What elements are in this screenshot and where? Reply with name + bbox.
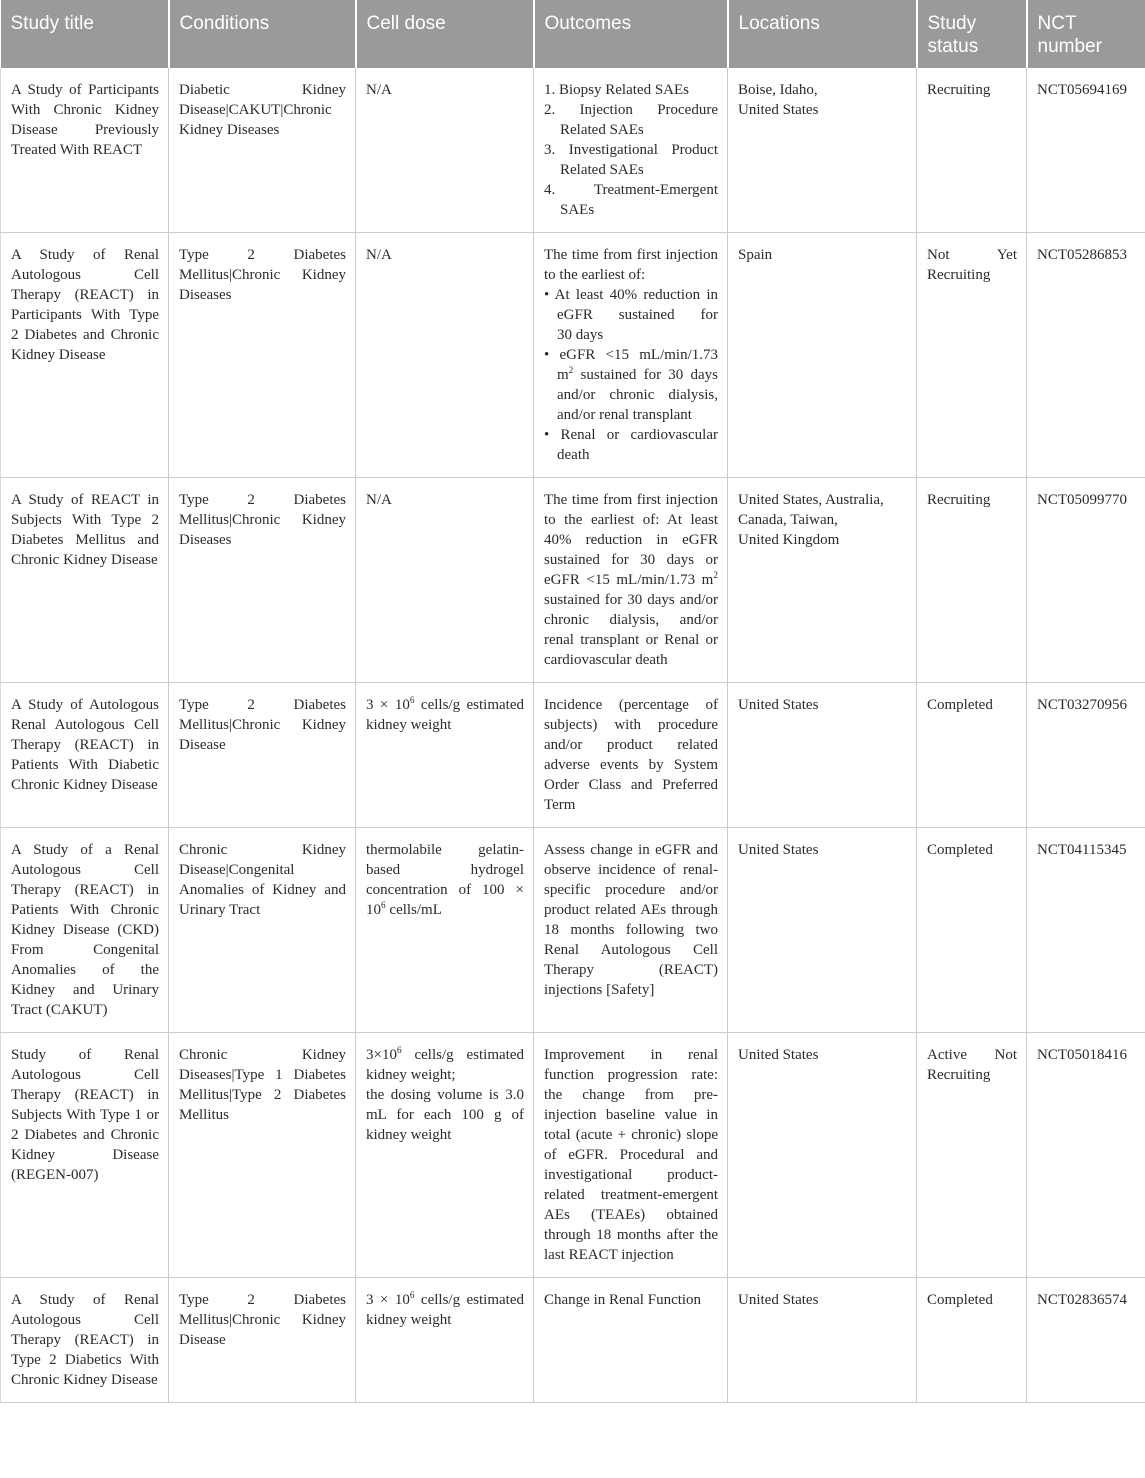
col-header-study-title: Study title <box>1 0 169 68</box>
cell-outcomes: Assess change in eGFR and observe incidence of renal-specific procedure and/or product related AEs through 18 months following two Renal Autologous Cell Therapy (REACT) injections [Safety] <box>534 828 728 1033</box>
cell-cell-dose: N/A <box>356 233 534 478</box>
table-row <box>1 68 1145 233</box>
outcome-item: 2. Injection Procedure Related SAEs <box>544 102 718 138</box>
cell-conditions: Diabetic Kidney Disease|CAKUT|Chronic Kidney Diseases <box>169 68 356 233</box>
cell-nct-number: NCT05694169 <box>1027 68 1145 233</box>
header-row <box>1 0 1145 68</box>
cell-nct-number: NCT03270956 <box>1027 683 1145 828</box>
outcome-item: • eGFR <15 mL/min/1.73 $m^2$ sustained for 30 days and/or chronic dialysis, and/or renal transplant <box>544 347 718 423</box>
cell-study-status: Not Yet Recruiting <box>917 233 1027 478</box>
cell-outcomes: Incidence (percentage of subjects) with procedure and/or product related adverse events by System Order Class and Preferred Term <box>534 683 728 828</box>
cell-cell-dose: thermolabile gelatin-based hydrogel concentration of $100 \times 10^6$ cells/mL <box>356 828 534 1033</box>
cell-outcomes <box>534 233 728 478</box>
col-header-outcomes: Outcomes <box>534 0 728 68</box>
cell-study-status: Active Not Recruiting <box>917 1033 1027 1278</box>
table-row <box>1 1278 1145 1403</box>
table-row <box>1 683 1145 828</box>
cell-outcomes <box>534 68 728 233</box>
col-header-locations: Locations <box>728 0 917 68</box>
cell-locations: United States <box>728 1033 917 1278</box>
cell-nct-number: NCT02836574 <box>1027 1278 1145 1403</box>
table-row <box>1 828 1145 1033</box>
cell-study-status: Completed <box>917 683 1027 828</box>
cell-cell-dose: N/A <box>356 478 534 683</box>
cell-study-title: A Study of Autologous Renal Autologous Cell Therapy (REACT) in Patients With Diabetic Chronic Kidney Disease <box>1 683 169 828</box>
cell-locations: Spain <box>728 233 917 478</box>
cell-study-title: A Study of REACT in Subjects With Type 2 Diabetes Mellitus and Chronic Kidney Disease <box>1 478 169 683</box>
cell-outcomes: The time from first injection to the earliest of: At least 40% reduction in eGFR sustained for 30 days or eGFR <15 mL/min/1.73 $m^2$ sustained for 30 days and/or chronic dialysis, and/or renal transplant or Renal or cardiovascular death <box>534 478 728 683</box>
cell-locations: Boise, Idaho, United States <box>728 68 917 233</box>
cell-nct-number: NCT05286853 <box>1027 233 1145 478</box>
cell-nct-number: NCT05018416 <box>1027 1033 1145 1278</box>
cell-conditions: Type 2 Diabetes Mellitus|Chronic Kidney Disease <box>169 1278 356 1403</box>
cell-cell-dose: $3\times 10^6$ cells/g estimated kidney weight; the dosing volume is 3.0 mL for each 100 g of kidney weight <box>356 1033 534 1278</box>
outcome-item: 1. Biopsy Related SAEs <box>544 82 689 98</box>
cell-study-title: Study of Renal Autologous Cell Therapy (REACT) in Subjects With Type 1 or 2 Diabetes and Chronic Kidney Disease (REGEN-007) <box>1 1033 169 1278</box>
cell-study-title: A Study of Participants With Chronic Kidney Disease Previously Treated With REACT <box>1 68 169 233</box>
table-row <box>1 233 1145 478</box>
col-header-cell-dose: Cell dose <box>356 0 534 68</box>
cell-nct-number: NCT05099770 <box>1027 478 1145 683</box>
cell-outcomes: Improvement in renal function progression rate: the change from pre-injection baseline value in total (acute + chronic) slope of eGFR. Procedural and investigational product-related treatment-emergent AEs (TEAEs) obtained through 18 months after the last REACT injection <box>534 1033 728 1278</box>
cell-outcomes: Change in Renal Function <box>534 1278 728 1403</box>
cell-conditions: Chronic Kidney Disease|Congenital Anomalies of Kidney and Urinary Tract <box>169 828 356 1033</box>
cell-cell-dose: $3 \times 10^6$ cells/g estimated kidney weight <box>356 1278 534 1403</box>
cell-conditions: Type 2 Diabetes Mellitus|Chronic Kidney Disease <box>169 683 356 828</box>
outcome-item: • Renal or cardiovascular death <box>544 427 718 463</box>
table-row <box>1 1033 1145 1278</box>
outcome-item: 4. Treatment-Emergent SAEs <box>544 182 718 218</box>
cell-conditions: Chronic Kidney Diseases|Type 1 Diabetes Mellitus|Type 2 Diabetes Mellitus <box>169 1033 356 1278</box>
outcome-item: • At least 40% reduction in eGFR sustained for 30 days <box>544 287 718 343</box>
cell-study-status: Recruiting <box>917 68 1027 233</box>
outcome-intro: The time from first injection to the earliest of: <box>544 247 718 283</box>
table-row <box>1 478 1145 683</box>
table-header <box>1 0 1145 68</box>
cell-locations: United States <box>728 1278 917 1403</box>
cell-conditions: Type 2 Diabetes Mellitus|Chronic Kidney Diseases <box>169 478 356 683</box>
cell-locations: United States, Australia, Canada, Taiwan, United Kingdom <box>728 478 917 683</box>
cell-nct-number: NCT04115345 <box>1027 828 1145 1033</box>
cell-cell-dose: $3 \times 10^6$ cells/g estimated kidney weight <box>356 683 534 828</box>
col-header-study-status: Study status <box>917 0 1027 68</box>
cell-study-title: A Study of Renal Autologous Cell Therapy (REACT) in Participants With Type 2 Diabetes and Chronic Kidney Disease <box>1 233 169 478</box>
cell-locations: United States <box>728 828 917 1033</box>
outcome-item: 3. Investigational Product Related SAEs <box>544 142 718 178</box>
cell-study-title: A Study of Renal Autologous Cell Therapy (REACT) in Type 2 Diabetics With Chronic Kidney Disease <box>1 1278 169 1403</box>
cell-conditions: Type 2 Diabetes Mellitus|Chronic Kidney Diseases <box>169 233 356 478</box>
cell-study-status: Recruiting <box>917 478 1027 683</box>
cell-study-title: A Study of a Renal Autologous Cell Therapy (REACT) in Patients With Chronic Kidney Disease (CKD) From Congenital Anomalies of the Kidney and Urinary Tract (CAKUT) <box>1 828 169 1033</box>
table-body <box>1 68 1145 1403</box>
cell-cell-dose: N/A <box>356 68 534 233</box>
col-header-conditions: Conditions <box>169 0 356 68</box>
col-header-nct-number: NCT number <box>1027 0 1145 68</box>
cell-locations: United States <box>728 683 917 828</box>
cell-study-status: Completed <box>917 828 1027 1033</box>
cell-study-status: Completed <box>917 1278 1027 1403</box>
